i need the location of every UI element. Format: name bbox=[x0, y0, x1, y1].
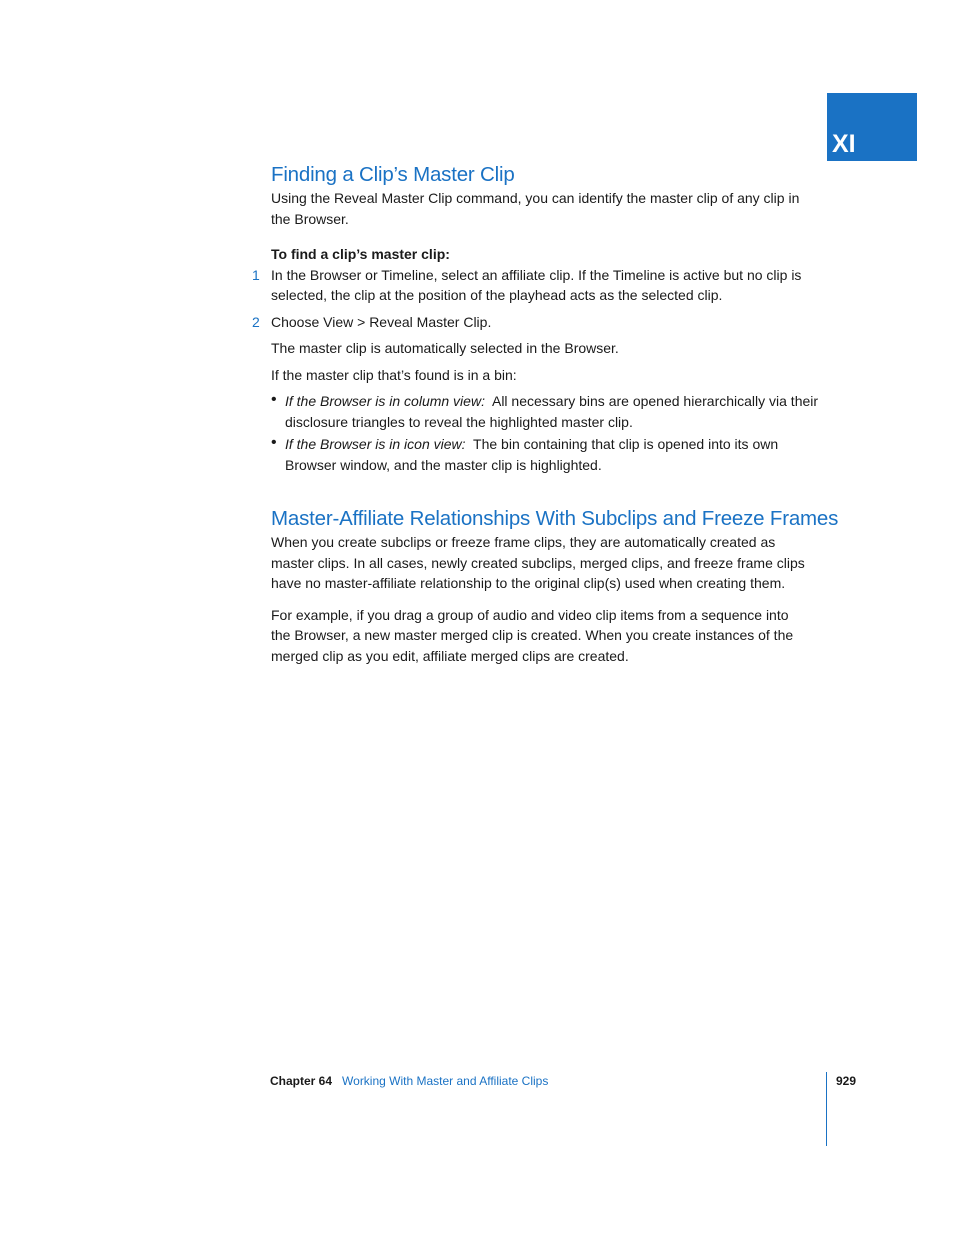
bullet-marker: • bbox=[271, 434, 277, 451]
bullet-text: All necessary bins are opened hierarchically via their disclosure triangles to reveal the highlighted master clip. bbox=[285, 393, 819, 430]
bullet-icon-view bbox=[271, 434, 831, 475]
section2-paragraph-2: For example, if you drag a group of audio and video clip items from a sequence into the Browser, a new master merged clip is created. When you create instances of the merged clip as you edit, affiliate merged clips are created. bbox=[271, 606, 794, 664]
footer-chapter: Chapter 64 bbox=[270, 1074, 333, 1088]
part-tab-label: XI bbox=[832, 130, 856, 158]
footer-divider bbox=[826, 1072, 827, 1146]
procedure-title: To find a clip’s master clip: bbox=[271, 246, 450, 262]
page-number: 929 bbox=[836, 1074, 857, 1088]
bullet-marker: • bbox=[271, 391, 277, 408]
step-text: Choose View > Reveal Master Clip. bbox=[271, 313, 492, 330]
section-heading-master-affiliate: Master-Affiliate Relationships With Subclips and Freeze Frames bbox=[271, 507, 839, 530]
step-number: 2 bbox=[252, 313, 260, 330]
page-footer bbox=[270, 1073, 548, 1089]
result-text: The master clip is automatically selected in the Browser. bbox=[271, 340, 619, 356]
step-number: 1 bbox=[252, 266, 260, 283]
page-content bbox=[252, 162, 839, 666]
bullet-column-view bbox=[271, 391, 831, 432]
step-2 bbox=[252, 312, 831, 333]
section-heading-finding-master-clip: Finding a Clip’s Master Clip bbox=[271, 163, 515, 186]
section2-paragraph-1: When you create subclips or freeze frame clips, they are automatically created as master clips. In all cases, newly created subclips, merged clips, and freeze frame clips have no master-affiliate relationship to the original clip(s) used when creating them. bbox=[271, 534, 805, 591]
bullet-term: If the Browser is in column view: bbox=[285, 393, 485, 409]
step-1 bbox=[252, 265, 831, 306]
part-tab bbox=[827, 93, 917, 161]
section1-intro: Using the Reveal Master Clip command, you can identify the master clip of any clip in the Browser. bbox=[271, 190, 800, 227]
bullet-term: If the Browser is in icon view: bbox=[285, 436, 466, 452]
bin-intro-text: If the master clip that’s found is in a bin: bbox=[271, 366, 517, 383]
bullet-text: The bin containing that clip is opened into its own Browser window, and the master clip is highlighted. bbox=[285, 436, 779, 473]
footer-chapter-title: Working With Master and Affiliate Clips bbox=[342, 1074, 549, 1088]
step-text: In the Browser or Timeline, select an affiliate clip. If the Timeline is active but no clip is selected, the clip at the position of the playhead acts as the selected clip. bbox=[271, 266, 802, 303]
